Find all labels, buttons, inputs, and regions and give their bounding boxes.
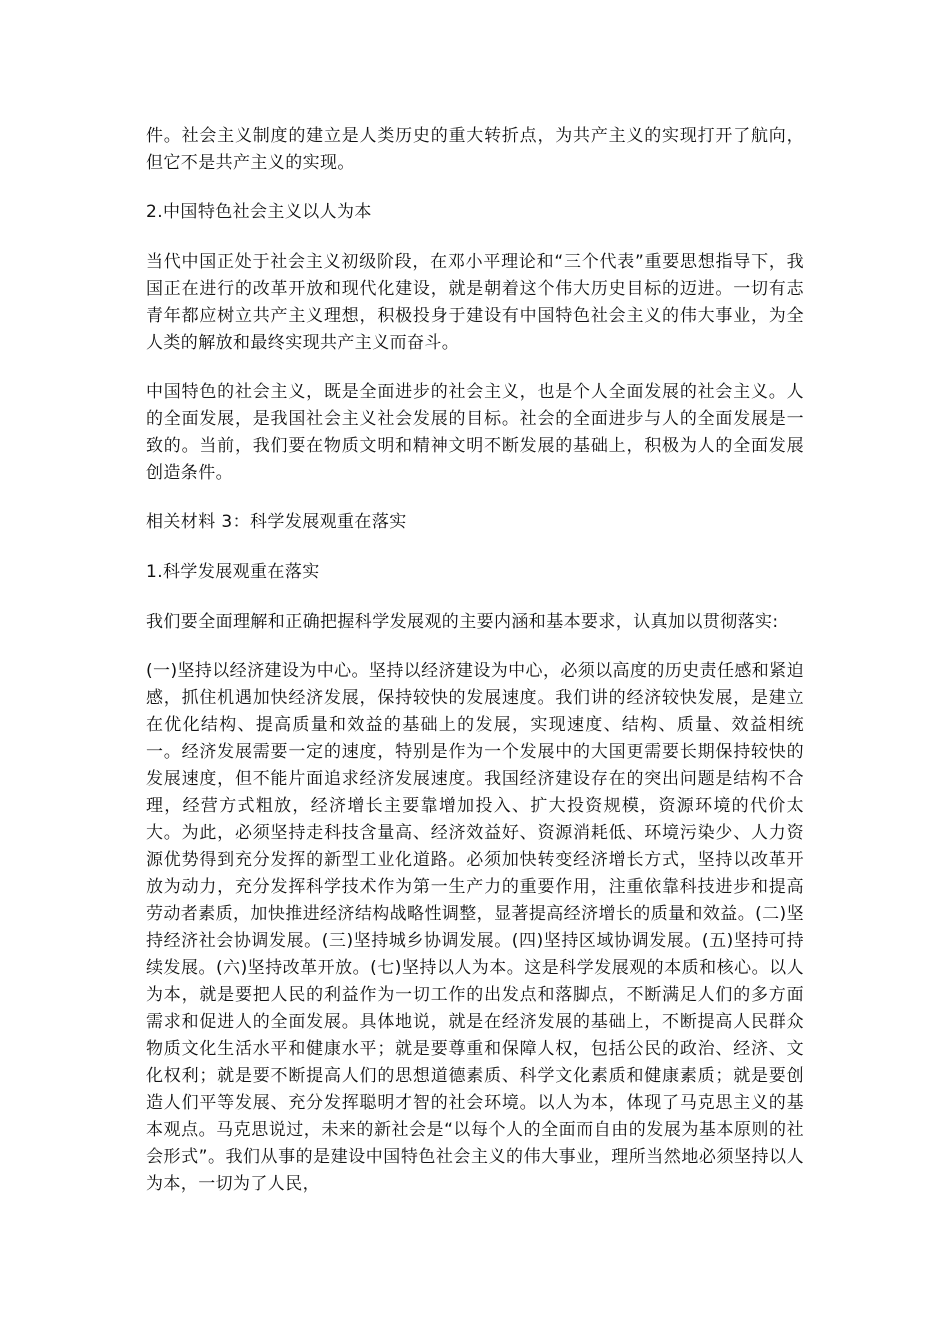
paragraph-continuation: 件。社会主义制度的建立是人类历史的重大转折点，为共产主义的实现打开了航向，但它不是共产主义的实现。 (146, 126, 804, 173)
paragraph-primary-stage: 当代中国正处于社会主义初级阶段，在邓小平理论和“三个代表”重要思想指导下，我国正在进行的改革开放和现代化建设，就是朝着这个伟大历史目标的迈进。一切有志青年都应树立共产主义理想，积极投身于建设有中国特色社会主义的伟大事业，为全人类的解放和最终实现共产主义而奋斗。 (146, 252, 804, 353)
section-heading-2: 2.中国特色社会主义以人为本 (146, 202, 372, 222)
material-heading-3: 相关材料 3：科学发展观重在落实 (146, 512, 407, 532)
section-heading-1: 1.科学发展观重在落实 (146, 562, 320, 582)
paragraph-economic-construction: (一)坚持以经济建设为中心。坚持以经济建设为中心，必须以高度的历史责任感和紧迫感，抓住机遇加快经济发展，保持较快的发展速度。我们讲的经济较快发展，是建立在优化结构、提高质量和效益的基础上的发展，实现速度、结构、质量、效益相统一。经济发展需要一定的速度，特别是作为一个发展中的大国更需要长期保持较快的发展速度，但不能片面追求经济发展速度。我国经济建设存在的突出问题是结构不合理，经营方式粗放，经济增长主要靠增加投入、扩大投资规模，资源环境的代价太大。为此，必须坚持走科技含量高、经济效益好、资源消耗低、环境污染少、人力资源优势得到充分发挥的新型工业化道路。必须加快转变经济增长方式，坚持以改革开放为动力，充分发挥科学技术作为第一生产力的重要作用，注重依靠科技进步和提高劳动者素质，加快推进经济结构战略性调整，显著提高经济增长的质量和效益。(二)坚持经济社会协调发展。(三)坚持城乡协调发展。(四)坚持区域协调发展。(五)坚持可持续发展。(六)坚持改革开放。(七)坚持以人为本。这是科学发展观的本质和核心。以人为本，就是要把人民的利益作为一切工作的出发点和落脚点，不断满足人们的多方面需求和促进人的全面发展。具体地说，就是在经济发展的基础上，不断提高人民群众物质文化生活水平和健康水平；就是要尊重和保障人权，包括公民的政治、经济、文化权利；就是要不断提高人们的思想道德素质、科学文化素质和健康素质；就是要创造人们平等发展、充分发挥聪明才智的社会环境。以人为本，体现了马克思主义的基本观点。马克思说过，未来的新社会是“以每个人的全面而自由的发展为基本原则的社会形式”。我们从事的是建设中国特色社会主义的伟大事业，理所当然地必须坚持以人为本，一切为了人民， (146, 661, 804, 1194)
paragraph-comprehensive-development: 中国特色的社会主义，既是全面进步的社会主义，也是个人全面发展的社会主义。人的全面发展，是我国社会主义社会发展的目标。社会的全面进步与人的全面发展是一致的。当前，我们要在物质文明和精神文明不断发展的基础上，积极为人的全面发展创造条件。 (146, 382, 804, 483)
paragraph-intro: 我们要全面理解和正确把握科学发展观的主要内涵和基本要求，认真加以贯彻落实: (146, 612, 779, 632)
